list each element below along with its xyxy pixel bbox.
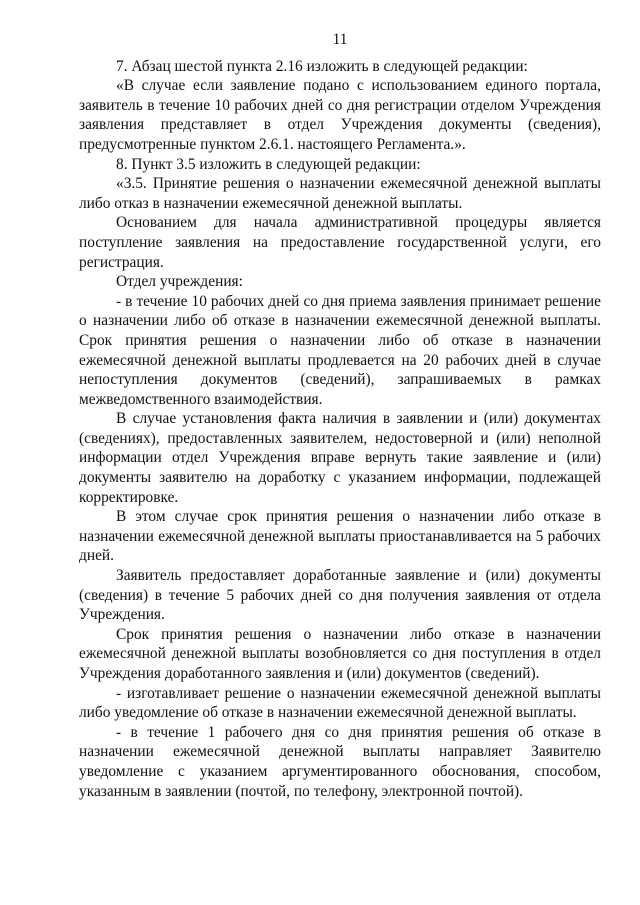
paragraph-amendment-8: 8. Пункт 3.5 изложить в следующей редакции:	[116, 155, 421, 173]
page-number: 11	[332, 31, 348, 48]
paragraph-notification: - в течение 1 рабочего дня со дня принятия решения об отказе в назначении ежемесячной денежной выплаты направляет Заявителю уведомление с указанием аргументированного обоснования, способом, указанным в заявлении (почтой, по телефону, электронной почтой).	[79, 723, 601, 800]
paragraph-quote-2-16: «В случае если заявление подано с использованием единого портала, заявитель в течение 10 рабочих дней со дня регистрации отделом Учреждения заявления представляет в отдел Учреждения документы (сведения), предусмотренные пунктом 2.6.1. настоящего Регламента.».	[79, 77, 601, 153]
paragraph-amendment-7: 7. Абзац шестой пункта 2.16 изложить в следующей редакции:	[116, 57, 528, 75]
paragraph-applicant-resubmits: Заявитель предоставляет доработанные заявление и (или) документы (сведения) в течение 5 рабочих дней со дня получения заявления от отдела Учреждения.	[79, 567, 601, 624]
paragraph-department: Отдел учреждения:	[116, 273, 243, 291]
paragraph-suspension: В этом случае срок принятия решения о назначении либо отказе в назначении ежемесячной денежной выплаты приостанавливается на 5 рабочих дней.	[79, 508, 601, 565]
paragraph-return-for-revision: В случае установления факта наличия в заявлении и (или) документах (сведениях), предоставленных заявителем, недостоверной и (или) неполной информации отдел Учреждения вправе вернуть такие заявление и (или) документы заявителю на доработку с указанием информации, подлежащей корректировке.	[79, 410, 601, 506]
paragraph-term-resumes: Срок принятия решения о назначении либо отказе в назначении ежемесячной денежной выплаты возобновляется со дня поступления в отдел Учреждения доработанного заявления и (или) документов (сведений).	[79, 625, 601, 682]
document-page	[79, 30, 601, 801]
paragraph-prepares-decision: - изготавливает решение о назначении ежемесячной денежной выплаты либо уведомление об отказе в назначении ежемесячной денежной выплаты.	[79, 684, 601, 722]
paragraph-section-3-5-title: «3.5. Принятие решения о назначении ежемесячной денежной выплаты либо отказ в назначении ежемесячной денежной выплаты.	[79, 175, 601, 212]
paragraph-decision-term: - в течение 10 рабочих дней со дня приема заявления принимает решение о назначении либо об отказе в назначении ежемесячной денежной выплаты. Срок принятия решения о назначении либо об отказе в назначении ежемесячной денежной выплаты продлевается на 20 рабочих дней в случае непоступления документов (сведений), запрашиваемых в рамках межведомственного взаимодействия.	[79, 292, 601, 408]
paragraph-basis: Основанием для начала административной процедуры является поступление заявления на предоставление государственной услуги, его регистрация.	[79, 214, 601, 271]
